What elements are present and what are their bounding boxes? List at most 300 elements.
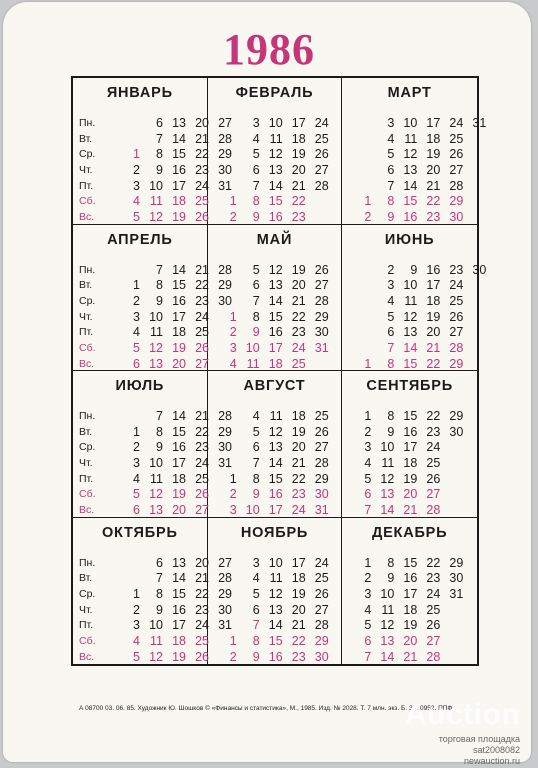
day-cell: 3 <box>387 116 395 130</box>
day-cell: 28 <box>426 503 441 518</box>
calendar-year: 1986 <box>223 25 315 74</box>
day-cell: 12 <box>380 471 395 486</box>
day-cell <box>440 472 463 488</box>
day-cell: 14 <box>172 571 186 586</box>
day-cell: 6 <box>133 356 140 371</box>
week-column <box>117 556 140 666</box>
day-cell: 15 <box>403 409 418 423</box>
week-column <box>440 556 463 666</box>
day-cell: 14 <box>403 178 418 193</box>
day-cell: 18 <box>172 194 186 209</box>
day-cell <box>440 603 463 619</box>
day-cell: 29 <box>449 194 464 209</box>
day-cell: 14 <box>268 456 283 471</box>
day-cell <box>440 650 463 666</box>
day-cell: 19 <box>291 586 306 601</box>
weekday-label: Ср. <box>79 148 96 161</box>
weekday-label: Вс. <box>79 504 95 517</box>
week-column <box>186 409 209 519</box>
day-cell: 30 <box>218 163 232 178</box>
day-cell: 7 <box>156 131 163 146</box>
week-column <box>371 263 394 373</box>
week-column <box>348 409 371 519</box>
day-cell: 2 <box>364 424 372 439</box>
day-cell: 24 <box>195 178 209 193</box>
weekday-label: Вт. <box>79 425 93 438</box>
day-cell: 2 <box>133 293 140 308</box>
day-cell: 19 <box>172 649 186 664</box>
day-cell: 22 <box>291 309 306 324</box>
day-cell: 15 <box>172 424 186 439</box>
day-cell: 23 <box>195 440 209 455</box>
day-cell: 17 <box>172 456 186 471</box>
month-block <box>73 78 232 225</box>
day-cell: 12 <box>403 147 418 162</box>
day-cell: 27 <box>218 116 232 130</box>
day-cell: 19 <box>291 424 306 439</box>
week-column <box>440 263 463 373</box>
day-cell: 26 <box>195 340 209 355</box>
weekday-label: Пт. <box>79 179 94 192</box>
day-cell: 12 <box>149 487 163 502</box>
day-cell: 1 <box>364 409 372 423</box>
day-cell: 21 <box>291 178 306 193</box>
day-cell: 5 <box>387 309 395 324</box>
weekday-label: Вт. <box>79 572 93 585</box>
imprint-text: А 08700 03. 06. 85. Художник Ю. Шошков © «Финансы и статистика», М., 1985. Изд. № 2028. Т. 7 млн. экз. Б. З. 10952. ППФ. <box>79 705 455 712</box>
day-cell: 21 <box>291 293 306 308</box>
day-cell: 6 <box>156 555 163 570</box>
day-cell: 2 <box>133 602 140 617</box>
day-cell: 28 <box>218 409 232 423</box>
day-cell: 10 <box>149 309 163 324</box>
weekday-label: Сб. <box>79 634 96 647</box>
day-cell: 26 <box>195 649 209 664</box>
day-cell: 21 <box>291 456 306 471</box>
day-cell: 9 <box>156 602 163 617</box>
month-name: НОЯБРЬ <box>240 524 309 541</box>
day-cell: 10 <box>403 116 418 130</box>
months-grid <box>71 76 487 666</box>
weekday-label: Ср. <box>79 441 96 454</box>
day-cell: 6 <box>387 325 395 340</box>
day-cell: 7 <box>252 178 260 193</box>
day-cell: 29 <box>218 147 232 162</box>
day-cell: 25 <box>195 194 209 209</box>
day-cell: 21 <box>195 409 209 423</box>
week-column <box>260 263 283 373</box>
day-cell <box>117 556 140 572</box>
week-column <box>417 116 440 226</box>
weekday-labels <box>79 409 109 519</box>
day-cell: 10 <box>380 586 395 601</box>
day-cell: 26 <box>426 471 441 486</box>
day-cell: 24 <box>314 555 329 570</box>
day-cell: 7 <box>364 503 372 518</box>
day-cell: 1 <box>133 147 140 162</box>
day-cell: 11 <box>150 633 163 648</box>
day-cell: 14 <box>268 618 283 633</box>
day-cell: 10 <box>149 618 163 633</box>
day-cell: 6 <box>252 163 260 178</box>
day-cell: 6 <box>252 278 260 293</box>
day-cell: 20 <box>426 325 441 340</box>
day-cell: 8 <box>156 424 163 439</box>
day-cell <box>440 618 463 634</box>
day-cell: 23 <box>291 325 306 340</box>
week-column <box>214 263 237 373</box>
day-cell <box>440 456 463 472</box>
day-cell: 30 <box>314 649 329 664</box>
day-cell: 4 <box>229 356 237 371</box>
day-cell: 14 <box>403 340 418 355</box>
day-cell: 27 <box>218 555 232 570</box>
day-cell: 21 <box>403 503 418 518</box>
week-column <box>186 556 209 666</box>
day-cell: 12 <box>380 618 395 633</box>
day-cell <box>214 263 237 279</box>
day-cell: 27 <box>449 163 464 178</box>
day-cell: 25 <box>195 471 209 486</box>
day-cell: 24 <box>195 618 209 633</box>
day-cell: 16 <box>172 293 186 308</box>
day-cell: 1 <box>229 471 237 486</box>
week-column <box>394 116 417 226</box>
day-cell: 11 <box>150 325 163 340</box>
day-cell <box>463 194 486 210</box>
day-cell: 28 <box>218 262 232 277</box>
day-cell: 3 <box>387 278 395 293</box>
day-cell: 3 <box>229 340 237 355</box>
day-cell: 8 <box>252 471 260 486</box>
day-cell: 23 <box>426 424 441 439</box>
month-name: АПРЕЛЬ <box>107 231 173 248</box>
week-column <box>186 116 209 226</box>
day-cell: 25 <box>426 456 441 471</box>
day-cell: 19 <box>291 147 306 162</box>
day-cell: 4 <box>387 131 395 146</box>
day-cell: 14 <box>172 409 186 423</box>
month-days <box>348 409 463 519</box>
day-cell: 17 <box>172 309 186 324</box>
day-cell: 25 <box>195 325 209 340</box>
day-cell: 5 <box>133 649 140 664</box>
day-cell: 1 <box>133 278 140 293</box>
day-cell: 13 <box>268 602 283 617</box>
day-cell: 13 <box>403 325 418 340</box>
day-cell: 19 <box>172 210 186 225</box>
day-cell: 28 <box>449 178 464 193</box>
day-cell: 11 <box>269 409 283 423</box>
day-cell: 24 <box>449 278 464 293</box>
day-cell: 2 <box>133 163 140 178</box>
day-cell: 19 <box>403 618 418 633</box>
weekday-label: Вс. <box>79 650 95 663</box>
day-cell: 16 <box>268 487 283 502</box>
day-cell: 7 <box>387 178 395 193</box>
day-cell: 18 <box>426 293 441 308</box>
day-cell: 15 <box>172 586 186 601</box>
week-column <box>371 409 394 519</box>
day-cell: 16 <box>268 649 283 664</box>
day-cell: 25 <box>426 602 441 617</box>
day-cell: 25 <box>314 571 329 586</box>
weekday-label: Сб. <box>79 341 96 354</box>
day-cell <box>214 456 237 472</box>
day-cell: 12 <box>268 262 283 277</box>
day-cell: 9 <box>252 487 260 502</box>
day-cell: 5 <box>252 424 260 439</box>
day-cell <box>117 116 140 132</box>
day-cell: 8 <box>156 147 163 162</box>
weekday-label: Чт. <box>79 457 93 470</box>
day-cell: 16 <box>403 210 418 225</box>
day-cell: 13 <box>380 487 395 502</box>
day-cell: 27 <box>426 487 441 502</box>
week-column <box>214 409 237 519</box>
day-cell: 15 <box>268 471 283 486</box>
day-cell: 21 <box>426 340 441 355</box>
day-cell: 20 <box>291 602 306 617</box>
week-column <box>260 409 283 519</box>
day-cell: 25 <box>449 293 464 308</box>
day-cell: 23 <box>426 210 441 225</box>
day-cell: 1 <box>364 555 372 570</box>
day-cell: 29 <box>218 586 232 601</box>
day-cell: 28 <box>314 178 329 193</box>
day-cell: 24 <box>449 116 464 130</box>
day-cell: 21 <box>195 262 209 277</box>
day-cell: 3 <box>133 456 140 471</box>
day-cell: 7 <box>252 618 260 633</box>
day-cell: 7 <box>252 456 260 471</box>
day-cell: 21 <box>291 618 306 633</box>
day-cell: 26 <box>195 210 209 225</box>
day-cell <box>348 132 371 148</box>
day-cell <box>214 179 237 195</box>
day-cell: 26 <box>314 424 329 439</box>
day-cell: 28 <box>426 649 441 664</box>
week-column <box>260 116 283 226</box>
day-cell <box>463 147 486 163</box>
day-cell: 13 <box>268 163 283 178</box>
day-cell <box>348 179 371 195</box>
day-cell <box>117 132 140 148</box>
day-cell: 8 <box>252 309 260 324</box>
day-cell: 6 <box>252 440 260 455</box>
day-cell: 5 <box>133 210 140 225</box>
week-column <box>237 116 260 226</box>
weekday-labels <box>79 263 109 373</box>
weekday-label: Пн. <box>79 263 96 276</box>
day-cell: 16 <box>172 440 186 455</box>
week-column <box>306 409 329 519</box>
day-cell: 1 <box>364 194 372 209</box>
week-column <box>283 409 306 519</box>
week-column <box>283 263 306 373</box>
month-block <box>73 225 232 372</box>
day-cell: 23 <box>195 602 209 617</box>
day-cell: 4 <box>133 633 140 648</box>
day-cell: 29 <box>449 555 464 570</box>
week-column <box>214 116 237 226</box>
day-cell: 22 <box>291 633 306 648</box>
day-cell: 22 <box>195 147 209 162</box>
day-cell <box>348 147 371 163</box>
day-cell: 11 <box>269 131 283 146</box>
day-cell: 14 <box>268 293 283 308</box>
day-cell: 27 <box>195 356 209 371</box>
day-cell: 19 <box>403 471 418 486</box>
day-cell: 13 <box>149 503 163 518</box>
month-block <box>342 371 477 518</box>
day-cell: 17 <box>403 586 418 601</box>
weekday-label: Сб. <box>79 195 96 208</box>
day-cell: 9 <box>252 210 260 225</box>
day-cell: 18 <box>268 356 283 371</box>
day-cell: 4 <box>364 456 372 471</box>
day-cell <box>214 556 237 572</box>
day-cell: 22 <box>291 471 306 486</box>
week-column <box>237 409 260 519</box>
day-cell: 3 <box>252 555 260 570</box>
day-cell: 12 <box>403 309 418 324</box>
day-cell: 17 <box>291 116 306 130</box>
day-cell <box>306 210 329 226</box>
day-cell: 13 <box>268 440 283 455</box>
day-cell <box>348 310 371 326</box>
day-cell <box>214 294 237 310</box>
day-cell: 23 <box>291 487 306 502</box>
day-cell: 21 <box>195 131 209 146</box>
day-cell: 26 <box>195 487 209 502</box>
day-cell <box>463 310 486 326</box>
day-cell: 21 <box>403 649 418 664</box>
week-column <box>140 409 163 519</box>
day-cell <box>214 278 237 294</box>
month-name: ДЕКАБРЬ <box>371 524 448 541</box>
day-cell: 6 <box>387 163 395 178</box>
day-cell: 23 <box>449 262 464 277</box>
week-column <box>214 556 237 666</box>
month-days <box>348 263 486 373</box>
day-cell: 8 <box>387 555 395 570</box>
day-cell: 6 <box>156 116 163 130</box>
day-cell: 26 <box>314 586 329 601</box>
day-cell <box>463 294 486 310</box>
day-cell <box>348 278 371 294</box>
day-cell <box>117 409 140 425</box>
day-cell: 31 <box>472 116 487 130</box>
weekday-label: Вс. <box>79 211 95 224</box>
day-cell: 27 <box>314 602 329 617</box>
day-cell: 15 <box>403 555 418 570</box>
day-cell: 14 <box>172 131 186 146</box>
day-cell: 4 <box>133 471 140 486</box>
day-cell: 28 <box>314 618 329 633</box>
day-cell <box>214 571 237 587</box>
day-cell <box>214 132 237 148</box>
day-cell <box>306 194 329 210</box>
day-cell: 30 <box>314 325 329 340</box>
month-name: СЕНТЯБРЬ <box>366 378 453 394</box>
weekday-label: Вт. <box>79 132 93 145</box>
day-cell: 9 <box>387 571 395 586</box>
day-cell: 8 <box>387 356 395 371</box>
day-cell: 11 <box>269 571 283 586</box>
month-name: ИЮНЬ <box>384 231 435 248</box>
month-days <box>348 116 486 226</box>
day-cell: 31 <box>218 456 232 471</box>
day-cell: 27 <box>426 633 441 648</box>
day-cell: 11 <box>404 293 418 308</box>
day-cell: 16 <box>426 262 441 277</box>
day-cell: 18 <box>403 602 418 617</box>
day-cell: 16 <box>403 571 418 586</box>
day-cell: 9 <box>156 293 163 308</box>
day-cell: 18 <box>172 633 186 648</box>
day-cell: 16 <box>268 325 283 340</box>
day-cell: 13 <box>268 278 283 293</box>
day-cell: 16 <box>172 602 186 617</box>
day-cell: 16 <box>268 210 283 225</box>
day-cell: 15 <box>268 194 283 209</box>
day-cell: 16 <box>172 163 186 178</box>
weekday-label: Вт. <box>79 279 93 292</box>
week-column <box>440 409 463 519</box>
week-column <box>140 263 163 373</box>
week-column <box>463 116 486 226</box>
day-cell: 2 <box>133 440 140 455</box>
day-cell: 19 <box>426 147 441 162</box>
week-column <box>163 263 186 373</box>
day-cell: 1 <box>133 424 140 439</box>
day-cell: 28 <box>314 293 329 308</box>
month-name: ФЕВРАЛЬ <box>235 85 314 101</box>
day-cell: 31 <box>314 503 329 518</box>
day-cell <box>117 263 140 279</box>
day-cell: 4 <box>252 571 260 586</box>
day-cell: 18 <box>291 571 306 586</box>
day-cell: 19 <box>291 262 306 277</box>
day-cell <box>214 603 237 619</box>
weekday-label: Чт. <box>79 310 93 323</box>
day-cell: 7 <box>156 262 163 277</box>
day-cell: 8 <box>387 194 395 209</box>
day-cell: 28 <box>218 571 232 586</box>
weekday-label: Ср. <box>79 294 96 307</box>
watermark-sub3: newauction.ru <box>463 756 520 766</box>
day-cell: 3 <box>133 178 140 193</box>
month-name: ОКТЯБРЬ <box>101 524 178 541</box>
month-days <box>348 556 463 666</box>
day-cell: 20 <box>291 440 306 455</box>
day-cell: 24 <box>314 116 329 130</box>
day-cell: 12 <box>149 210 163 225</box>
day-cell: 20 <box>291 163 306 178</box>
day-cell: 5 <box>252 147 260 162</box>
week-column <box>348 263 371 373</box>
day-cell: 10 <box>245 340 260 355</box>
month-name: МАЙ <box>256 231 293 248</box>
day-cell <box>348 294 371 310</box>
day-cell: 9 <box>156 163 163 178</box>
day-cell: 1 <box>229 633 237 648</box>
day-cell: 2 <box>364 571 372 586</box>
week-column <box>163 556 186 666</box>
day-cell: 10 <box>149 178 163 193</box>
day-cell: 24 <box>291 503 306 518</box>
